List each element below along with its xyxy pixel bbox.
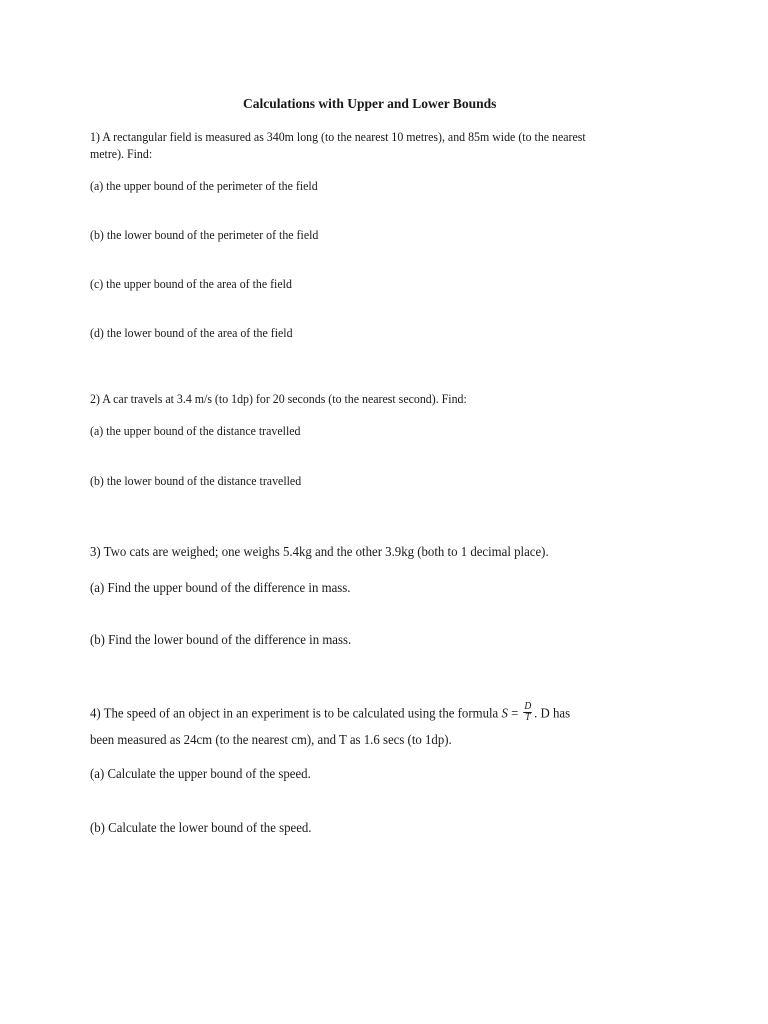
q4-stem-prefix: 4) The speed of an object in an experiment is to be calculated using the formula (90, 705, 502, 721)
formula-equals: = (507, 705, 522, 721)
q4-stem-line1 (90, 701, 571, 725)
q3-stem: 3) Two cats are weighed; one weighs 5.4kg and the other 3.9kg (both to 1 decimal place). (90, 544, 549, 559)
q1-part-b: (b) the lower bound of the perimeter of the field (90, 228, 319, 242)
q1-part-d: (d) the lower bound of the area of the field (90, 326, 293, 340)
q2-stem: 2) A car travels at 3.4 m/s (to 1dp) for 20 seconds (to the nearest second). Find: (90, 392, 467, 406)
q3-part-b: (b) Find the lower bound of the difference in mass. (90, 632, 352, 647)
q3-part-a: (a) Find the upper bound of the difference in mass. (90, 580, 351, 595)
q4-stem-suffix: . D has (534, 705, 571, 721)
q2-part-a: (a) the upper bound of the distance travelled (90, 424, 301, 438)
q1-part-c: (c) the upper bound of the area of the field (90, 277, 292, 291)
worksheet-title: Calculations with Upper and Lower Bounds (243, 96, 497, 111)
q4-part-a: (a) Calculate the upper bound of the speed. (90, 766, 311, 781)
formula-numerator: D (524, 701, 532, 712)
formula-denominator: T (525, 712, 531, 723)
q2-part-b: (b) the lower bound of the distance travelled (90, 474, 302, 488)
q4-part-b: (b) Calculate the lower bound of the speed. (90, 820, 312, 835)
q1-stem-line2: metre). Find: (90, 147, 153, 161)
q1-part-a: (a) the upper bound of the perimeter of the field (90, 179, 318, 193)
formula-speed-symbol: S (501, 705, 508, 721)
q4-stem-line2: been measured as 24cm (to the nearest cm), and T as 1.6 secs (to 1dp). (90, 732, 452, 747)
formula-fraction (523, 702, 532, 723)
q1-stem-line1: 1) A rectangular field is measured as 340m long (to the nearest 10 metres), and 85m wide (to the nearest (90, 130, 586, 144)
